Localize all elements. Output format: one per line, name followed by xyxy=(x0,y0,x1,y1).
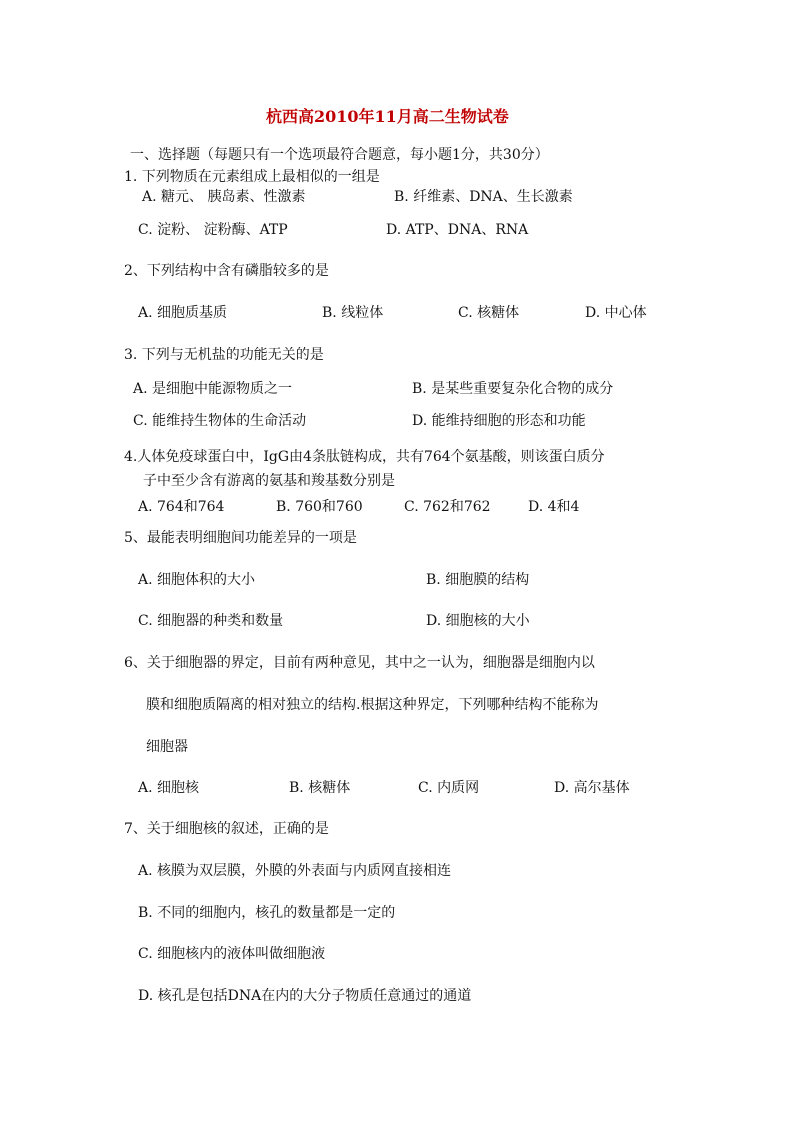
section-heading: 一、选择题（每题只有一个选项最符合题意，每小题1分，共30分） xyxy=(130,147,549,163)
question-2-option-a: A. 细胞质基质 xyxy=(138,305,228,321)
question-6-option-b: B. 核糖体 xyxy=(289,780,351,796)
question-3-option-b: B. 是某些重要复杂化合物的成分 xyxy=(412,381,614,397)
question-7-stem: 7、关于细胞核的叙述，正确的是 xyxy=(124,821,329,837)
question-6-option-c: C. 内质网 xyxy=(418,780,480,796)
question-7-option-d: D. 核孔是包括DNA在内的大分子物质任意通过的通道 xyxy=(138,988,472,1004)
question-6-option-d: D. 高尔基体 xyxy=(554,780,630,796)
question-5-option-d: D. 细胞核的大小 xyxy=(426,613,530,629)
question-4-stem-line-2: 子中至少含有游离的氨基和羧基数分别是 xyxy=(143,473,395,489)
question-7-option-a: A. 核膜为双层膜，外膜的外表面与内质网直接相连 xyxy=(138,863,452,879)
question-3-option-c: C. 能维持生物体的生命活动 xyxy=(133,413,307,429)
question-7-option-b: B. 不同的细胞内，核孔的数量都是一定的 xyxy=(138,905,396,921)
question-6-stem-line-3: 细胞器 xyxy=(146,739,188,755)
question-1-option-c: C. 淀粉、 淀粉酶、ATP xyxy=(138,222,288,238)
question-4-option-d: D. 4和4 xyxy=(528,499,580,515)
question-4-option-b: B. 760和760 xyxy=(276,499,363,515)
page-title: 杭西高2010年11月高二生物试卷 xyxy=(266,107,509,126)
question-2-option-b: B. 线粒体 xyxy=(322,305,384,321)
question-2-option-d: D. 中心体 xyxy=(585,305,647,321)
question-1-stem: 1. 下列物质在元素组成上最相似的一组是 xyxy=(124,169,380,185)
question-1-option-b: B. 纤维素、DNA、生长激素 xyxy=(394,189,573,205)
question-1-option-a: A. 糖元、 胰岛素、性激素 xyxy=(142,189,306,205)
question-3-option-a: A. 是细胞中能源物质之一 xyxy=(133,381,293,397)
question-3-option-d: D. 能维持细胞的形态和功能 xyxy=(412,413,586,429)
question-5-option-b: B. 细胞膜的结构 xyxy=(426,572,530,588)
question-4-option-a: A. 764和764 xyxy=(138,499,225,515)
question-2-stem: 2、下列结构中含有磷脂较多的是 xyxy=(124,263,329,279)
question-1-option-d: D. ATP、DNA、RNA xyxy=(386,222,529,238)
question-6-option-a: A. 细胞核 xyxy=(138,780,200,796)
question-7-option-c: C. 细胞核内的液体叫做细胞液 xyxy=(138,946,326,962)
question-5-stem: 5、最能表明细胞间功能差异的一项是 xyxy=(124,530,357,546)
question-6-stem-line-1: 6、关于细胞器的界定，目前有两种意见，其中之一认为，细胞器是细胞内以 xyxy=(124,655,595,671)
question-5-option-c: C. 细胞器的种类和数量 xyxy=(138,613,284,629)
question-5-option-a: A. 细胞体积的大小 xyxy=(138,572,256,588)
question-2-option-c: C. 核糖体 xyxy=(458,305,520,321)
question-6-stem-line-2: 膜和细胞质隔离的相对独立的结构.根据这种界定，下列哪种结构不能称为 xyxy=(146,697,599,713)
question-3-stem: 3. 下列与无机盐的功能无关的是 xyxy=(124,347,324,363)
question-4-option-c: C. 762和762 xyxy=(404,499,491,515)
question-4-stem-line-1: 4.人体免疫球蛋白中，IgG由4条肽链构成，共有764个氨基酸，则该蛋白质分 xyxy=(124,449,605,465)
